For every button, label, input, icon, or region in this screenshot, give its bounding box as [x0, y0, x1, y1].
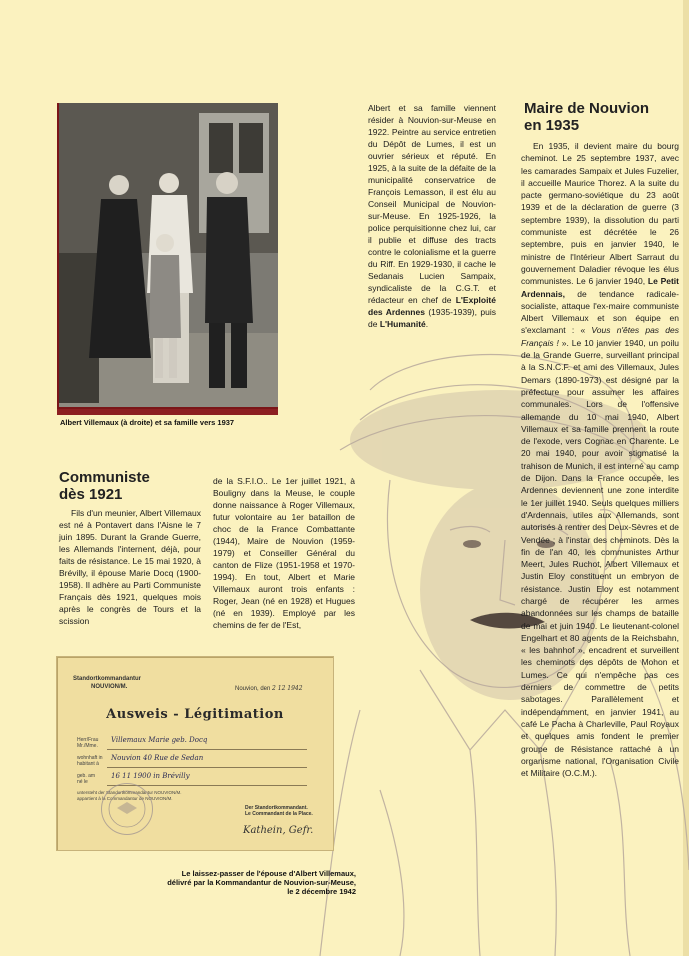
doc-signature: Kathein, Gefr. — [243, 825, 314, 836]
right-column-run: En 1935, il devient maire du bourg cheminot. Le 25 septembre 1937, avec les camarades Sampaix et Jules Fuzelier, il accueille Maurice Thorez. A la suite du pacte germano-soviétique du 23 août 1939 et de la déclaration de guerre (3 septembre 1939), la dissolution du parti communiste est décrétée le 26 septembre, puis en janvier 1940, le ministre de l'Intérieur Albert Sarraut du gouvernement Daladier révoque les élus communistes. Le 6 janvier 1940, — [521, 141, 679, 287]
doc-row-birth-value: 16 11 1900 in Brévilly — [111, 772, 190, 780]
top-middle-column-run: L'Exploité des Ardennes — [368, 295, 496, 317]
right-column-run: ». Le 10 janvier 1940, un poilu de la Grande Guerre, surveillant principal à la S.N.C.F. et ami des Villemaux, Jules Demars (1890-1973) est désigné par la préfecture pour assumer les affaires communales. Lors de l'offensive allemande du 10 mai 1940, Albert Villemaux et sa famille prennent la route de l'exode, vers Cognac en Charente. Le 20 mai 1940, pour avoir stigmatisé la trahison de Munich, il est interné au camp de Dijon. Dans la France occupée, les Ardennes deviennent une zone interdite le 1er juillet 1940. Seuls quelques milliers d'Ardennais, utiles aux Allemands, sont autorisés à rentrer des Deux-Sèvres et de Vendée ; à l'instar des cheminots. Dès la fin de l'an 40, les communistes Arthur Meert, Jules Ruchot, Albert Villemaux et Justin Eloy constituent un embryon de résistance. Justin Eloy est notamment chargé de récupérer les armes abandonnées sur les champs de bataille de mai et juin 1940. Le lieutenant-colonel Engelhart et 80 agents de la Reichsbahn, « les bahnhof », encadrent et surveillent les cheminots des dépôts de Mohon et Lumes. Ce qui n'empêche pas ces derniers de commettre de petits sabotages. Parallèlement et indépendamment, en janvier 1941, au café Le Pacha à Charleville, Paul Royaux et quelques amis fondent le premier groupe de Résistance rattaché à un organisme national, l'Organisation Civile et Militaire (O.C.M.). — [521, 337, 679, 779]
doc-sub-line2: appartient à la Commandantur de NOUVION/M. — [77, 796, 173, 801]
doc-row-name-label: Herr/Frau — [77, 737, 99, 743]
heading-maire-line1: Maire de Nouvion — [524, 100, 650, 117]
doc-date-prefix: Nouvion, den — [235, 686, 271, 692]
document-caption — [120, 869, 356, 896]
document-caption-line2: délivré par la Kommandantur de Nouvion-sur-Meuse, — [167, 878, 356, 887]
right-column-run: de tendance radicale-socialiste, attaque l'ex-maire communiste Albert Villemaux et son équipe en s'exclamant : « — [521, 288, 679, 336]
top-middle-column — [368, 102, 496, 330]
doc-line — [107, 749, 307, 750]
top-middle-column-run: L'Humanité — [379, 319, 426, 329]
doc-header-line2: NOUVION/M. — [91, 684, 128, 690]
heading-communiste-line2: dès 1921 — [59, 486, 123, 503]
doc-header — [73, 675, 141, 691]
heading-communiste — [59, 469, 209, 503]
top-middle-column-run: Albert et sa famille viennent résider à Nouvion-sur-Meuse en 1922. Peintre au service entretien du Dépôt de Lumes, il est un ouvrier sérieux et réputé. En 1925, à la suite de la défaite de la municipalité conservatrice de François Lemasson, il est élu au Conseil Municipal de Nouvion-sur-Meuse. En 1925-1926, la police perquisitionne chez lui, car il publie et diffuse des tracts contre le colonialisme et la guerre du Riff. En 1929-1930, il cache le Sedanais Lucien Sampaix, syndicaliste de la C.G.T. et rédacteur en chef de — [368, 103, 496, 305]
left-column: Fils d'un meunier, Albert Villemaux est né à Pontavert dans l'Aisne le 7 juin 1895. Durant la Grande Guerre, les Allemands l'internent, déjà, pour faits de résistance. Le 15 mai 1920, à Brévilly, il épouse Marie Docq (1900-1958). Il adhère au Parti Communiste Français dès 1921, quelques mois après le congrès de Tours et la scission — [59, 508, 201, 626]
doc-line — [107, 767, 307, 768]
doc-row-address-sub: habitant à — [77, 761, 99, 767]
doc-row-name — [77, 736, 208, 749]
top-middle-column-run: (1935-1939), puis de — [368, 307, 496, 329]
doc-date — [235, 685, 303, 692]
doc-row-address — [77, 754, 204, 767]
doc-row-birth-sub: né le — [77, 779, 88, 785]
doc-signature-block — [245, 805, 313, 817]
heading-communiste-line1: Communiste — [59, 469, 150, 486]
family-photo — [59, 103, 278, 407]
photo-caption: Albert Villemaux (à droite) et sa famille vers 1937 — [60, 418, 235, 427]
doc-row-birth — [77, 772, 190, 785]
doc-date-value: 2 12 1942 — [272, 685, 303, 692]
doc-row-address-label: wohnhaft in — [77, 755, 103, 761]
document-caption-line1: Le laissez-passer de l'épouse d'Albert Villemaux, — [181, 869, 356, 878]
doc-row-address-value: Nouvion 40 Rue de Sedan — [111, 754, 204, 762]
right-column — [521, 140, 679, 779]
doc-sub-line1: untersteht der Standortkommandantur NOUVION/M. — [77, 790, 182, 795]
doc-header-line1: Standortkommandantur — [73, 676, 142, 682]
doc-row-birth-label: geb. am — [77, 773, 96, 779]
doc-row-name-sub: Mr./Mme. — [77, 743, 98, 749]
ausweis-document — [57, 657, 333, 850]
middle-column: de la S.F.I.O.. Le 1er juillet 1921, à Bouligny dans la Meuse, le couple donne naissance à Roger Villemaux, futur volontaire au 1er bataillon de choc de la France Combattante (1944), Maire de Nouvion (1959-1979) et Conseiller Général du canton de Flize (1951-1958 et 1970-1994). En tout, Albert et Marie Villemaux auront trois enfants : Roger, Jean (né en 1928) et Hugues (né en 1939). Employé par les chemins de fer de l'Est, — [213, 476, 355, 630]
doc-row-name-value: Villemaux Marie geb. Docq — [111, 736, 208, 744]
document-caption-line3: le 2 décembre 1942 — [287, 887, 356, 896]
doc-sig-line1: Der Standortkommandant. — [245, 805, 308, 811]
right-column-run: Vous n'êtes pas des Français ! — [521, 325, 679, 348]
eagle-stamp-icon — [101, 783, 153, 835]
top-middle-column-run: . — [425, 319, 429, 329]
heading-maire — [524, 100, 674, 134]
doc-sig-line2: Le Commandant de la Place. — [245, 811, 313, 817]
right-column-run: Le Petit Ardennais, — [521, 276, 680, 299]
heading-maire-line2: en 1935 — [524, 117, 580, 134]
doc-title: Ausweis - Légitimation — [106, 707, 284, 722]
